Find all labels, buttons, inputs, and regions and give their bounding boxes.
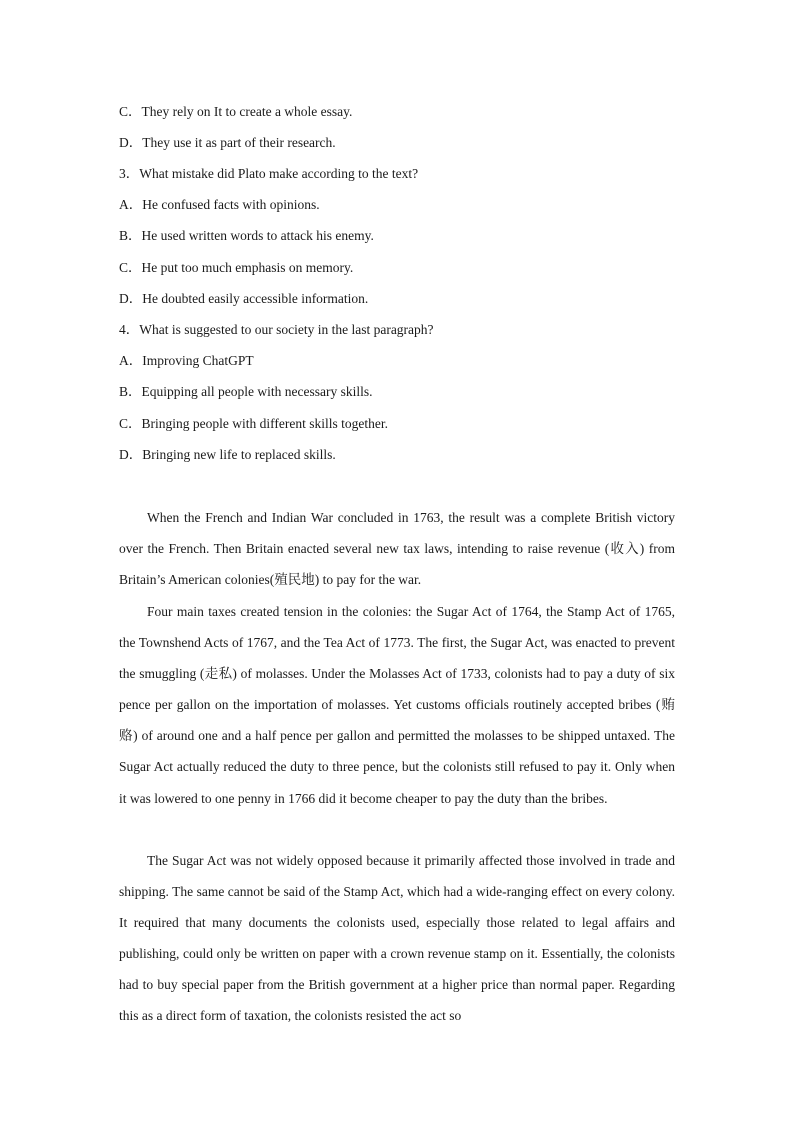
option-line: D．They use it as part of their research. [119,135,336,150]
option-line: C．Bringing people with different skills together. [119,416,388,431]
passage-paragraph-3: The Sugar Act was not widely opposed because it primarily affected those involved in trade and shipping. The same cannot be said of the Stamp Act, which had a wide-ranging effect on every colony. It required that many documents the colonists used, especially those related to legal affairs and publishing, could only be written on paper with a crown revenue stamp on it. Essentially, the colonists had to buy special paper from the British government at a higher price than normal paper. Regarding this as a direct form of taxation, the colonists resisted the act so [119,853,675,1024]
option-line: C．He put too much emphasis on memory. [119,260,354,275]
option-line: D．Bringing new life to replaced skills. [119,447,336,462]
option-line: A．He confused facts with opinions. [119,197,320,212]
option-line: D．He doubted easily accessible information. [119,291,369,306]
passage-paragraph-2: Four main taxes created tension in the colonies: the Sugar Act of 1764, the Stamp Act of 1765, the Townshend Acts of 1767, and the Tea Act of 1773. The first, the Sugar Act, was enacted to prevent the smuggling (走私) of molasses. Under the Molasses Act of 1733, colonists had to pay a duty of six pence per gallon on the importation of molasses. Yet customs officials routinely accepted bribes (贿赂) of around one and a half pence per gallon and permitted the molasses to be shipped untaxed. The Sugar Act actually reduced the duty to three pence, but the colonists still refused to pay it. Only when it was lowered to one penny in 1766 did it become cheaper to pay the duty than the bribes. [119,604,675,806]
option-line: B．He used written words to attack his enemy. [119,228,374,243]
question-line: 3．What mistake did Plato make according to the text? [119,166,419,181]
option-line: A．Improving ChatGPT [119,353,254,368]
question-line: 4．What is suggested to our society in the last paragraph? [119,322,434,337]
option-line: C．They rely on It to create a whole essay. [119,104,353,119]
option-line: B．Equipping all people with necessary skills. [119,384,373,399]
passage-paragraph-1: When the French and Indian War concluded in 1763, the result was a complete British victory over the French. Then Britain enacted several new tax laws, intending to raise revenue (收入) from Britain’s American colonies(殖民地) to pay for the war. [119,510,675,588]
